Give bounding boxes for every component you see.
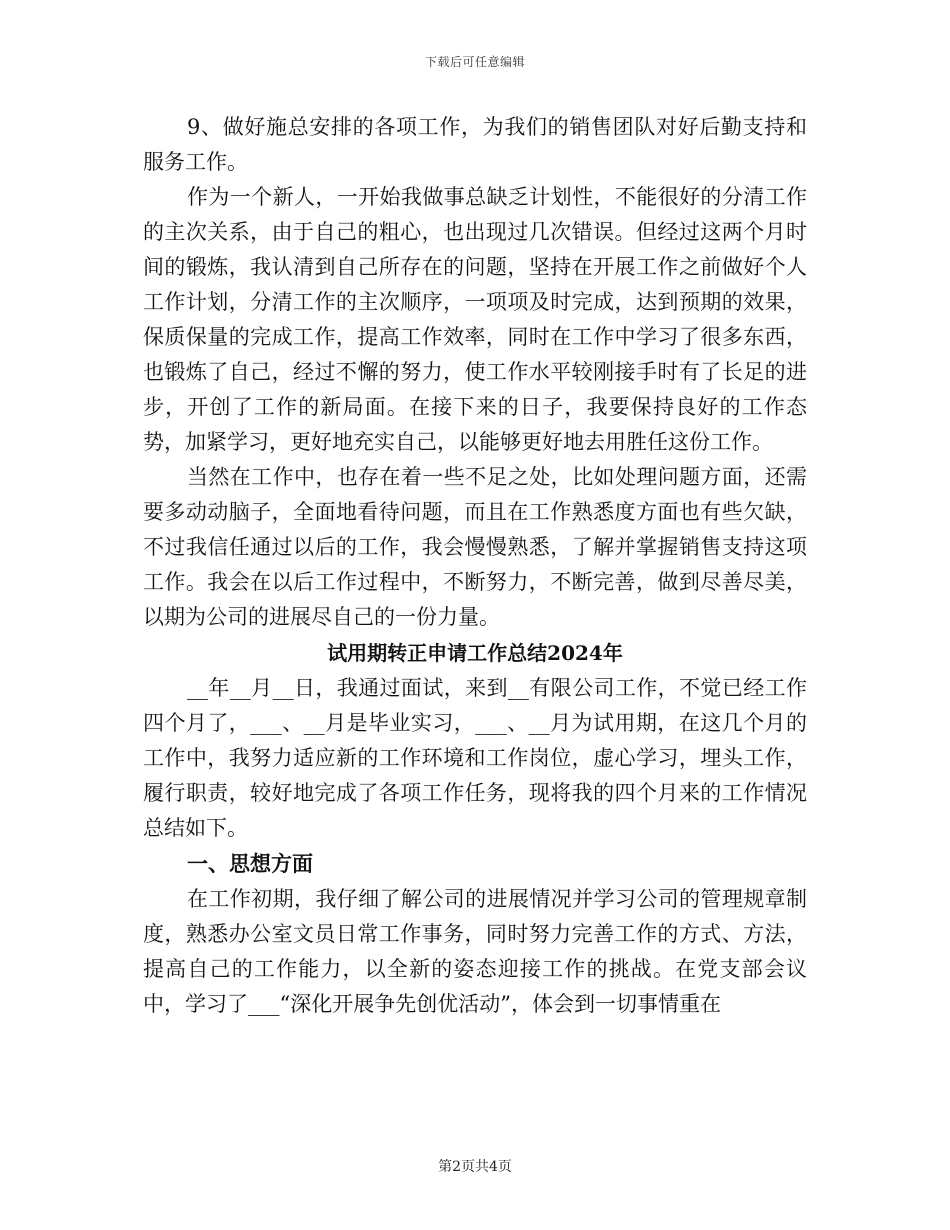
paragraph: 9、做好施总安排的各项工作，为我们的销售团队对好后勤支持和服务工作。: [143, 115, 807, 174]
paragraph: 在工作初期，我仔细了解公司的进展情况并学习公司的管理规章制度，熟悉办公室文员日常工作事务，同时努力完善工作的方式、方法，提高自己的工作能力，以全新的姿态迎接工作的挑战。在党支部会议中，学习了___“深化开展争先创优活动”，体会到一切事情重在: [143, 887, 807, 1016]
paragraph: 当然在工作中，也存在着一些不足之处，比如处理问题方面，还需要多动动脑子，全面地看待问题，而且在工作熟悉度方面也有些欠缺，不过我信任通过以后的工作，我会慢慢熟悉，了解并掌握销售支持这项工作。我会在以后工作过程中，不断努力，不断完善，做到尽善尽美，以期为公司的进展尽自己的一份力量。: [143, 465, 807, 629]
page-footer: 第2页共4页: [438, 1159, 512, 1175]
document-title: 试用期转正申请工作总结2024年: [327, 641, 623, 665]
document-body: [143, 110, 807, 1022]
paragraph: 作为一个新人，一开始我做事总缺乏计划性，不能很好的分清工作的主次关系，由于自己的粗心，也出现过几次错误。但经过这两个月时间的锻炼，我认清到自己所存在的问题，坚持在开展工作之前做好个人工作计划，分清工作的主次顺序，一项项及时完成，达到预期的效果，保质保量的完成工作，提高工作效率，同时在工作中学习了很多东西，也锻炼了自己，经过不懈的努力，使工作水平较刚接手时有了长足的进步，开创了工作的新局面。在接下来的日子，我要保持良好的工作态势，加紧学习，更好地充实自己，以能够更好地去用胜任这份工作。: [143, 185, 807, 454]
page-header: 下载后可任意编辑: [424, 55, 525, 69]
paragraph: __年__月__日，我通过面试，来到__有限公司工作，不觉已经工作四个月了，___、__月是毕业实习，___、__月为试用期，在这几个月的工作中，我努力适应新的工作环境和工作岗位，虚心学习，埋头工作，履行职责，较好地完成了各项工作任务，现将我的四个月来的工作情况总结如下。: [143, 676, 807, 840]
section-heading: 一、思想方面: [187, 851, 313, 876]
